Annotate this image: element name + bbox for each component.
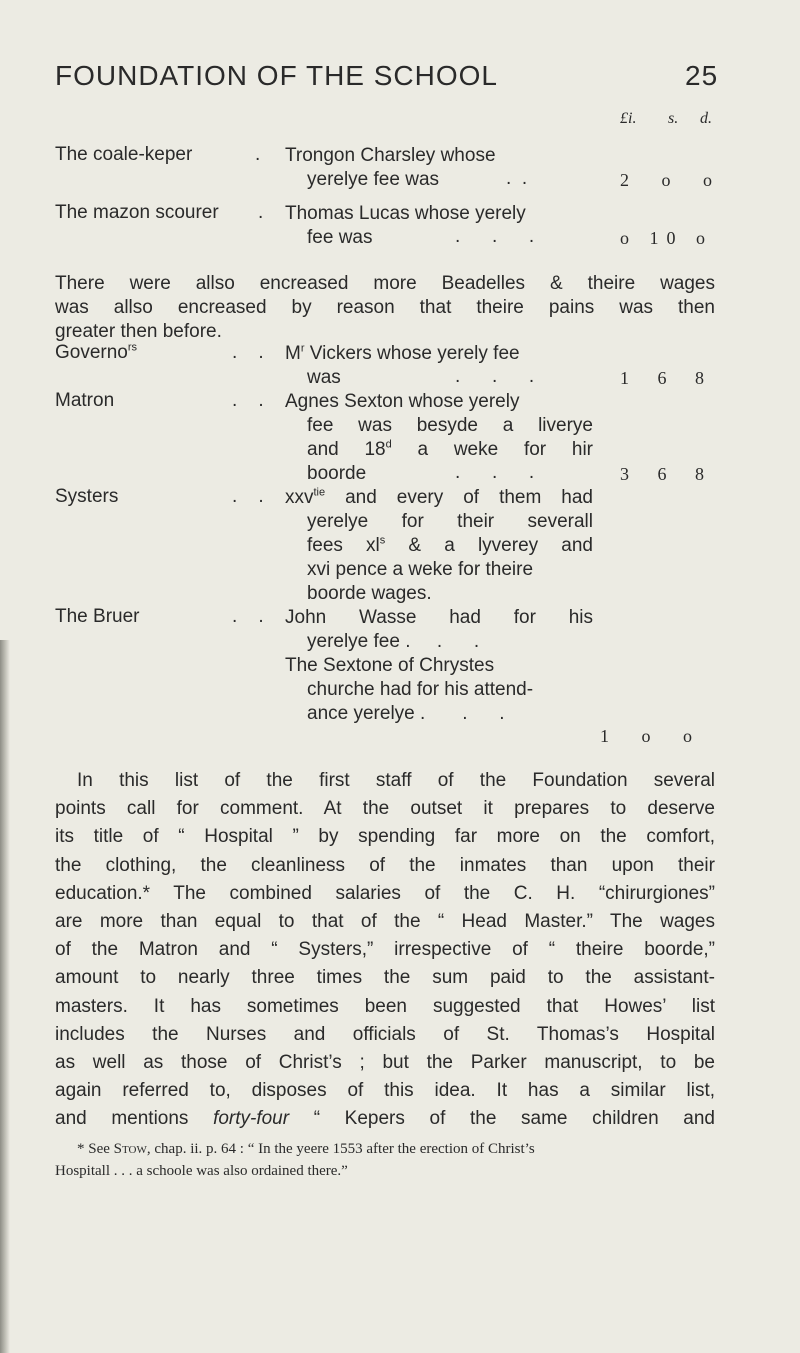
page-title: FOUNDATION OF THE SCHOOL (55, 60, 498, 91)
body-line: includes the Nurses and officials of St. Thomas’s Hospital (55, 1023, 715, 1045)
leader-dot: . (258, 202, 264, 223)
body-line: masters. It has sometimes been suggested that Howes’ list (55, 995, 715, 1017)
body-line: points call for comment. At the outset it prepares to deserve (55, 798, 715, 820)
body-line: amount to nearly three times the sum paid to the assistant- (55, 967, 715, 989)
leader-dots: . . . (455, 462, 535, 483)
leader-dots: . . (232, 390, 264, 411)
body-line: of the Matron and “ Systers,” irrespective of “ theire boorde,” (55, 939, 715, 961)
role-bruer: The Bruer (55, 606, 140, 627)
role-mazon-scourer: The mazon scourer (55, 202, 219, 223)
amount-coale-keper: 2 o o (620, 170, 726, 190)
role-systers: Systers (55, 486, 119, 507)
role-coale-keper: The coale-keper (55, 144, 193, 165)
body-line: are more than equal to that of the “ Head Master.” The wages (55, 910, 715, 932)
amount-bruer: 1 o o (600, 726, 706, 746)
entry-mazon-scourer: Thomas Lucas whose yerely fee was (285, 203, 526, 248)
body-line: and mentions forty-four “ Kepers of the same children and (55, 1108, 715, 1130)
entry-governors: $M^r$ Vickers whose yerely fee was (285, 342, 520, 388)
leader-dot: . (255, 144, 261, 165)
amount-governors: 1 6 8 (620, 368, 716, 388)
body-line: the clothing, the cleanliness of the inmates than upon their (55, 854, 715, 876)
pounds-heading: £i. (620, 110, 637, 127)
leader-dots: . . (232, 606, 264, 627)
body-line: education.* The combined salaries of the C. H. “chirurgiones” (55, 882, 715, 904)
leader-dots: . . (506, 168, 528, 189)
body-line: again referred to, disposes of this idea. It has a similar list, (55, 1080, 715, 1102)
running-header (55, 60, 719, 92)
body-line: as well as those of Christ’s ; but the Parker manuscript, to be (55, 1051, 715, 1073)
body-line: In this list of the first staff of the Foundation several (77, 770, 715, 791)
intro-paragraph: There were allso encreased more Beadelles & theire wages was allso encreased by reason that theire pains was then greater then before. (55, 273, 715, 342)
entry-matron: Agnes Sexton whose yerely fee was besyde a liverye and 18$^d$ a weke for hir boorde (285, 391, 593, 484)
page-number: 25 (685, 60, 719, 91)
pence-heading: d. (700, 110, 712, 127)
entry-coale-keper: Trongon Charsley whose yerelye fee was (285, 145, 496, 190)
body-line: its title of “ Hospital ” by spending far more on the comfort, (55, 826, 715, 848)
leader-dots: . . (232, 486, 264, 507)
shillings-heading: s. (668, 110, 679, 127)
amount-mazon-scourer: o 10 o (620, 228, 713, 248)
footnote: * See Stow, chap. ii. p. 64 : “ In the yeere 1553 after the erection of Christ’s Hospitall . . . a schoole was also ordained there.” (55, 1141, 535, 1179)
amount-matron: 3 6 8 (620, 464, 716, 484)
leader-dots: . . (232, 342, 264, 363)
commentary-paragraph (55, 767, 715, 1133)
leader-dots: . . . (455, 226, 535, 247)
entry-systers: xxv$^{tie}$ and every of them had yerelye for their severall fees $xl^s$ & a lyverey and xvi pence a weke for theire boorde wages. (285, 486, 593, 604)
role-matron: Matron (55, 390, 115, 411)
role-governors: Governo$^{rs}$ (55, 341, 138, 363)
entry-bruer: John Wasse had for his yerelye fee . . . The Sextone of Chrystes churche had for his attend- ance yerelye . . . (285, 607, 593, 724)
leader-dots: . . . (455, 366, 535, 387)
page-binding-shadow (0, 640, 10, 1353)
